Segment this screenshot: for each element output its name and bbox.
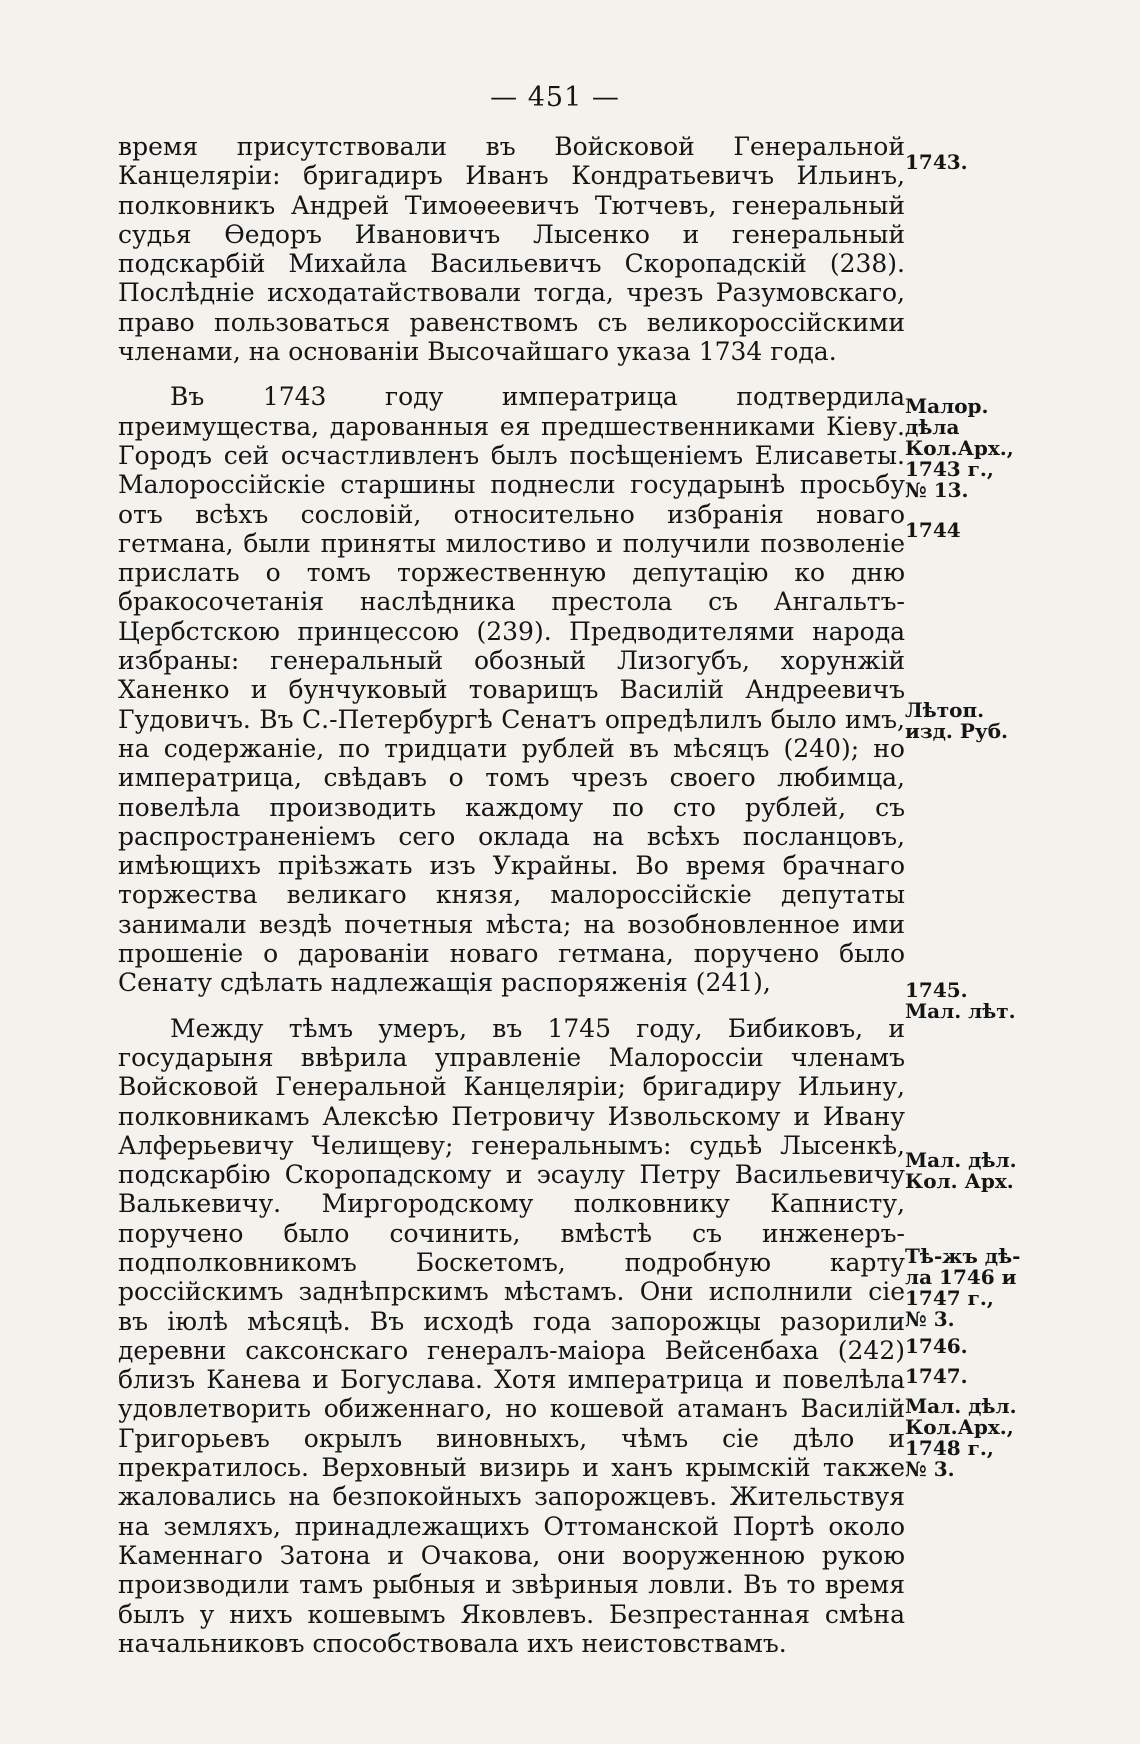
margin-note-chronicle: Лѣтоп. изд. Руб.	[905, 698, 1008, 743]
margin-note-year-1747: 1747.	[905, 1364, 968, 1388]
margin-note-archive-1743: Малор. дѣла Кол.Арх., 1743 г., № 13.	[905, 394, 1014, 502]
page-number: — 451 —	[490, 82, 620, 113]
paragraph-1: время присутствовали въ Войсковой Генеральной Канцеляріи: бригадиръ Иванъ Кондратьевичъ Ильинъ, полковникъ Андрей Тимоѳеевичъ Тютчевъ, генеральный судья Ѳедоръ Ивановичъ Лысенко и генеральный подскарбій Михайла Васильевичъ Скоропадскій (238). Послѣдніе исходатайствовали тогда, чрезъ Разумовскаго, право пользоваться равенствомъ съ великороссійскими членами, на основаніи Высочайшаго указа 1734 года.	[118, 132, 905, 367]
paragraph-2: Въ 1743 году императрица подтвердила преимущества, дарованныя ея предшественниками Кіеву. Городъ сей осчастливленъ былъ посѣщеніемъ Елисаветы. Малороссійскіе старшины поднесли государынѣ просьбу отъ всѣхъ сословій, относительно избранія новаго гетмана, были приняты милостиво и получили позволеніе прислать о томъ торжественную депутацію ко дню бракосочетанія наслѣдника престола съ Ангальтъ-Цербстскою принцессою (239). Предводителями народа избраны: генеральный обозный Лизогубъ, хорунжій Ханенко и бунчуковый товарищъ Василій Андреевичъ Гудовичъ. Въ С.-Петербургѣ Сенатъ опредѣлилъ было имъ, на содержаніе, по тридцати рублей въ мѣсяцъ (240); но императрица, свѣдавъ о томъ чрезъ своего любимца, повелѣла производить каждому по сто рублей, съ распространеніемъ сего оклада на всѣхъ посланцовъ, имѣющихъ пріѣзжать изъ Украйны. Во время брачнаго торжества великаго князя, малороссійскіе депутаты занимали вездѣ почетныя мѣста; на возобновленное ими прошеніе о дарованіи новаго гетмана, поручено было Сенату сдѣлать надлежащія распоряженія (241),	[118, 382, 905, 998]
paragraph-3: Между тѣмъ умеръ, въ 1745 году, Бибиковъ, и государыня ввѣрила управленіе Малороссіи членамъ Войсковой Генеральной Канцеляріи; бригадиру Ильину, полковникамъ Алексѣю Петровичу Извольскому и Ивану Алферьевичу Челищеву; генеральнымъ: судьѣ Лысенкѣ, подскарбію Скоропадскому и эсаулу Петру Васильевичу Валькевичу. Миргородскому полковнику Капнисту, поручено было сочинить, вмѣстѣ съ инженеръ-подполковникомъ Боскетомъ, подробную карту россійскимъ заднѣпрскимъ мѣстамъ. Они исполнили сіе въ іюлѣ мѣсяцѣ. Въ исходѣ года запорожцы разорили деревни саксонскаго генералъ-маіора Вейсенбаха (242) близъ Канева и Богуслава. Хотя императрица и повелѣла удовлетворить обиженнаго, но кошевой атаманъ Василій Григорьевъ окрылъ виновныхъ, чѣмъ сіе дѣло и прекратилось. Верховный визирь и ханъ крымскій также жаловались на безпокойныхъ запорожцевъ. Жительствуя на земляхъ, принадлежащихъ Оттоманской Портѣ около Каменнаго Затона и Очакова, они вооруженною рукою производили тамъ рыбныя и звѣриныя ловли. Въ то время былъ у нихъ кошевымъ Яковлевъ. Безпрестанная смѣна начальниковъ способствовала ихъ неистовствамъ.	[118, 1013, 905, 1658]
margin-note-archive-1745: Мал. дѣл. Кол. Арх.	[905, 1148, 1017, 1193]
margin-note-archive-1746-1747: Тѣ-жъ дѣ- ла 1746 и 1747 г., № 3.	[905, 1244, 1021, 1331]
margin-note-archive-1748: Мал. дѣл. Кол.Арх., 1748 г., № 3.	[905, 1394, 1017, 1481]
margin-note-year-1743: 1743.	[905, 150, 968, 174]
margin-note-year-1745: 1745. Мал. лѣт.	[905, 978, 1016, 1023]
margin-note-year-1746: 1746.	[905, 1334, 968, 1358]
margin-note-year-1744: 1744	[905, 518, 961, 542]
